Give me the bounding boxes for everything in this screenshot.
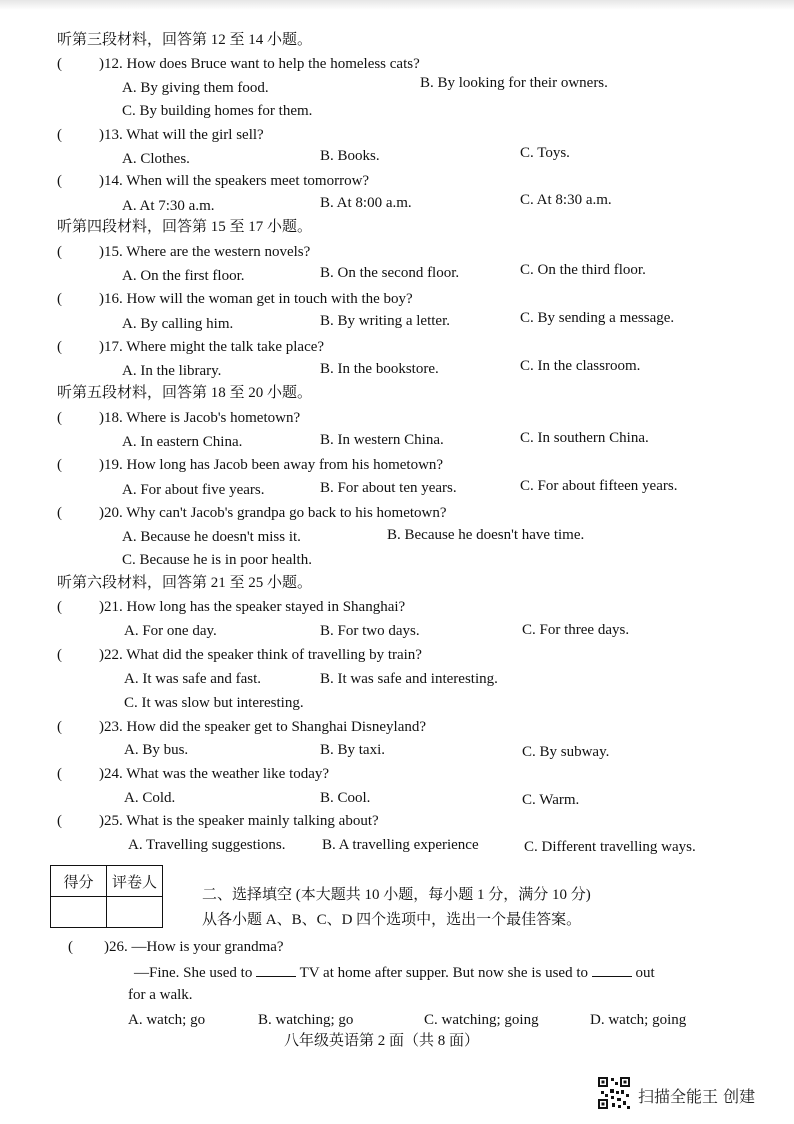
question-stem: )14. When will the speakers meet tomorrow? <box>99 173 370 189</box>
option-c: C. watching; going <box>424 1012 539 1028</box>
option-b: B. Books. <box>320 148 380 164</box>
option-b: B. By taxi. <box>320 742 386 758</box>
option-a: A. For about five years. <box>122 482 265 498</box>
answer-blank[interactable]: ( <box>57 410 62 426</box>
question-14 <box>57 172 369 190</box>
question-25 <box>57 812 379 830</box>
question-stem: )19. How long has Jacob been away from his hometown? <box>99 457 444 473</box>
option-a: A. It was safe and fast. <box>124 671 262 687</box>
question-20 <box>57 504 447 522</box>
option-c: C. In southern China. <box>520 430 649 446</box>
grader-label: 评卷人 <box>107 866 163 897</box>
answer-blank[interactable]: ( <box>57 766 62 782</box>
question-22 <box>57 646 422 664</box>
option-a: A. At 7:30 a.m. <box>122 198 215 214</box>
option-b: B. By writing a letter. <box>320 313 450 329</box>
option-a: A. Clothes. <box>122 151 190 167</box>
scanner-brand: 扫描全能王 创建 <box>638 1087 756 1106</box>
option-a: A. Cold. <box>124 790 176 806</box>
fill-blank <box>256 962 296 977</box>
option-c: C. By sending a message. <box>520 310 675 326</box>
option-b: B. watching; go <box>258 1012 354 1028</box>
dialog-text: out <box>631 965 655 981</box>
answer-blank[interactable]: ( <box>57 813 62 829</box>
question-16 <box>57 290 413 308</box>
answer-blank[interactable]: ( <box>57 719 62 735</box>
question-17 <box>57 338 324 356</box>
option-c: C. At 8:30 a.m. <box>520 192 612 208</box>
question-stem: )23. How did the speaker get to Shanghai Disneyland? <box>99 719 427 735</box>
answer-blank[interactable]: ( <box>57 56 62 72</box>
score-table <box>50 865 163 928</box>
scan-edge <box>0 0 794 10</box>
question-stem: )22. What did the speaker think of travelling by train? <box>99 647 422 663</box>
question-stem: )17. Where might the talk take place? <box>99 339 325 355</box>
option-c: C. By subway. <box>522 744 610 760</box>
question-stem: )15. Where are the western novels? <box>99 244 311 260</box>
question-stem: )16. How will the woman get in touch with the boy? <box>99 291 413 307</box>
question-stem: )13. What will the girl sell? <box>99 127 264 143</box>
question-stem: )24. What was the weather like today? <box>99 766 330 782</box>
option-b: B. At 8:00 a.m. <box>320 195 412 211</box>
option-a: A. In the library. <box>122 363 222 379</box>
option-b: B. For two days. <box>320 623 420 639</box>
option-c: C. It was slow but interesting. <box>124 695 304 711</box>
part-2-instruction: 从各小题 A、B、C、D 四个选项中，选出一个最佳答案。 <box>202 912 582 928</box>
question-12 <box>57 55 420 73</box>
option-a: A. By giving them food. <box>122 80 269 96</box>
option-a: A. Travelling suggestions. <box>128 837 286 853</box>
question-26-continuation: for a walk. <box>128 987 193 1003</box>
option-c: C. Because he is in poor health. <box>122 552 312 568</box>
option-a: A. By bus. <box>124 742 189 758</box>
option-b: B. It was safe and interesting. <box>320 671 498 687</box>
question-21 <box>57 598 405 616</box>
option-c: C. On the third floor. <box>520 262 646 278</box>
answer-blank[interactable]: ( <box>57 339 62 355</box>
option-b: B. By looking for their owners. <box>420 75 608 91</box>
section-4-heading: 听第四段材料，回答第 15 至 17 小题。 <box>57 219 313 235</box>
answer-blank[interactable]: ( <box>57 505 62 521</box>
option-b: B. In western China. <box>320 432 444 448</box>
answer-blank[interactable]: ( <box>57 127 62 143</box>
answer-blank[interactable]: ( <box>57 291 62 307</box>
question-15 <box>57 243 310 261</box>
page-footer: 八年级英语第 2 面（共 8 面） <box>284 1033 480 1049</box>
option-c: C. Different travelling ways. <box>524 839 696 855</box>
dialog-text: TV at home after supper. But now she is used to <box>296 965 592 981</box>
question-stem: )25. What is the speaker mainly talking about? <box>99 813 379 829</box>
question-26 <box>68 938 284 956</box>
option-a: A. In eastern China. <box>122 434 243 450</box>
qr-code-icon <box>597 1076 631 1110</box>
question-stem: )18. Where is Jacob's hometown? <box>99 410 301 426</box>
question-24 <box>57 765 329 783</box>
question-stem: )20. Why can't Jacob's grandpa go back to his hometown? <box>99 505 447 521</box>
option-b: B. On the second floor. <box>320 265 460 281</box>
answer-blank[interactable]: ( <box>57 244 62 260</box>
option-c: C. For three days. <box>522 622 630 638</box>
section-5-heading: 听第五段材料，回答第 18 至 20 小题。 <box>57 385 313 401</box>
option-b: B. For about ten years. <box>320 480 457 496</box>
option-b: B. In the bookstore. <box>320 361 439 377</box>
option-b: B. A travelling experience <box>322 837 479 853</box>
option-a: A. watch; go <box>128 1012 206 1028</box>
answer-blank[interactable]: ( <box>68 939 73 955</box>
option-c: C. For about fifteen years. <box>520 478 678 494</box>
option-a: A. For one day. <box>124 623 217 639</box>
option-a: A. By calling him. <box>122 316 234 332</box>
answer-blank[interactable]: ( <box>57 647 62 663</box>
dialog-text: —Fine. She used to <box>134 965 257 981</box>
answer-blank[interactable]: ( <box>57 173 62 189</box>
option-a: A. Because he doesn't miss it. <box>122 529 301 545</box>
grader-cell[interactable] <box>107 897 163 928</box>
section-3-heading: 听第三段材料，回答第 12 至 14 小题。 <box>57 32 313 48</box>
question-18 <box>57 409 300 427</box>
question-23 <box>57 718 426 736</box>
option-c: C. In the classroom. <box>520 358 641 374</box>
option-a: A. On the first floor. <box>122 268 245 284</box>
fill-blank <box>592 962 632 977</box>
score-cell[interactable] <box>51 897 107 928</box>
option-b: B. Cool. <box>320 790 371 806</box>
part-2-title: 二、选择填空 (本大题共 10 小题，每小题 1 分，满分 10 分) <box>202 887 591 903</box>
score-label: 得分 <box>51 866 107 897</box>
question-stem: )21. How long has the speaker stayed in Shanghai? <box>99 599 406 615</box>
answer-blank[interactable]: ( <box>57 457 62 473</box>
question-stem: )26. —How is your grandma? <box>104 939 284 955</box>
option-b: B. Because he doesn't have time. <box>387 527 585 543</box>
option-c: C. Warm. <box>522 792 580 808</box>
question-13 <box>57 126 264 144</box>
option-d: D. watch; going <box>590 1012 687 1028</box>
answer-blank[interactable]: ( <box>57 599 62 615</box>
question-19 <box>57 456 443 474</box>
section-6-heading: 听第六段材料，回答第 21 至 25 小题。 <box>57 575 313 591</box>
question-26-dialog <box>134 962 655 982</box>
option-c: C. Toys. <box>520 145 570 161</box>
option-c: C. By building homes for them. <box>122 103 313 119</box>
question-stem: )12. How does Bruce want to help the homeless cats? <box>99 56 420 72</box>
